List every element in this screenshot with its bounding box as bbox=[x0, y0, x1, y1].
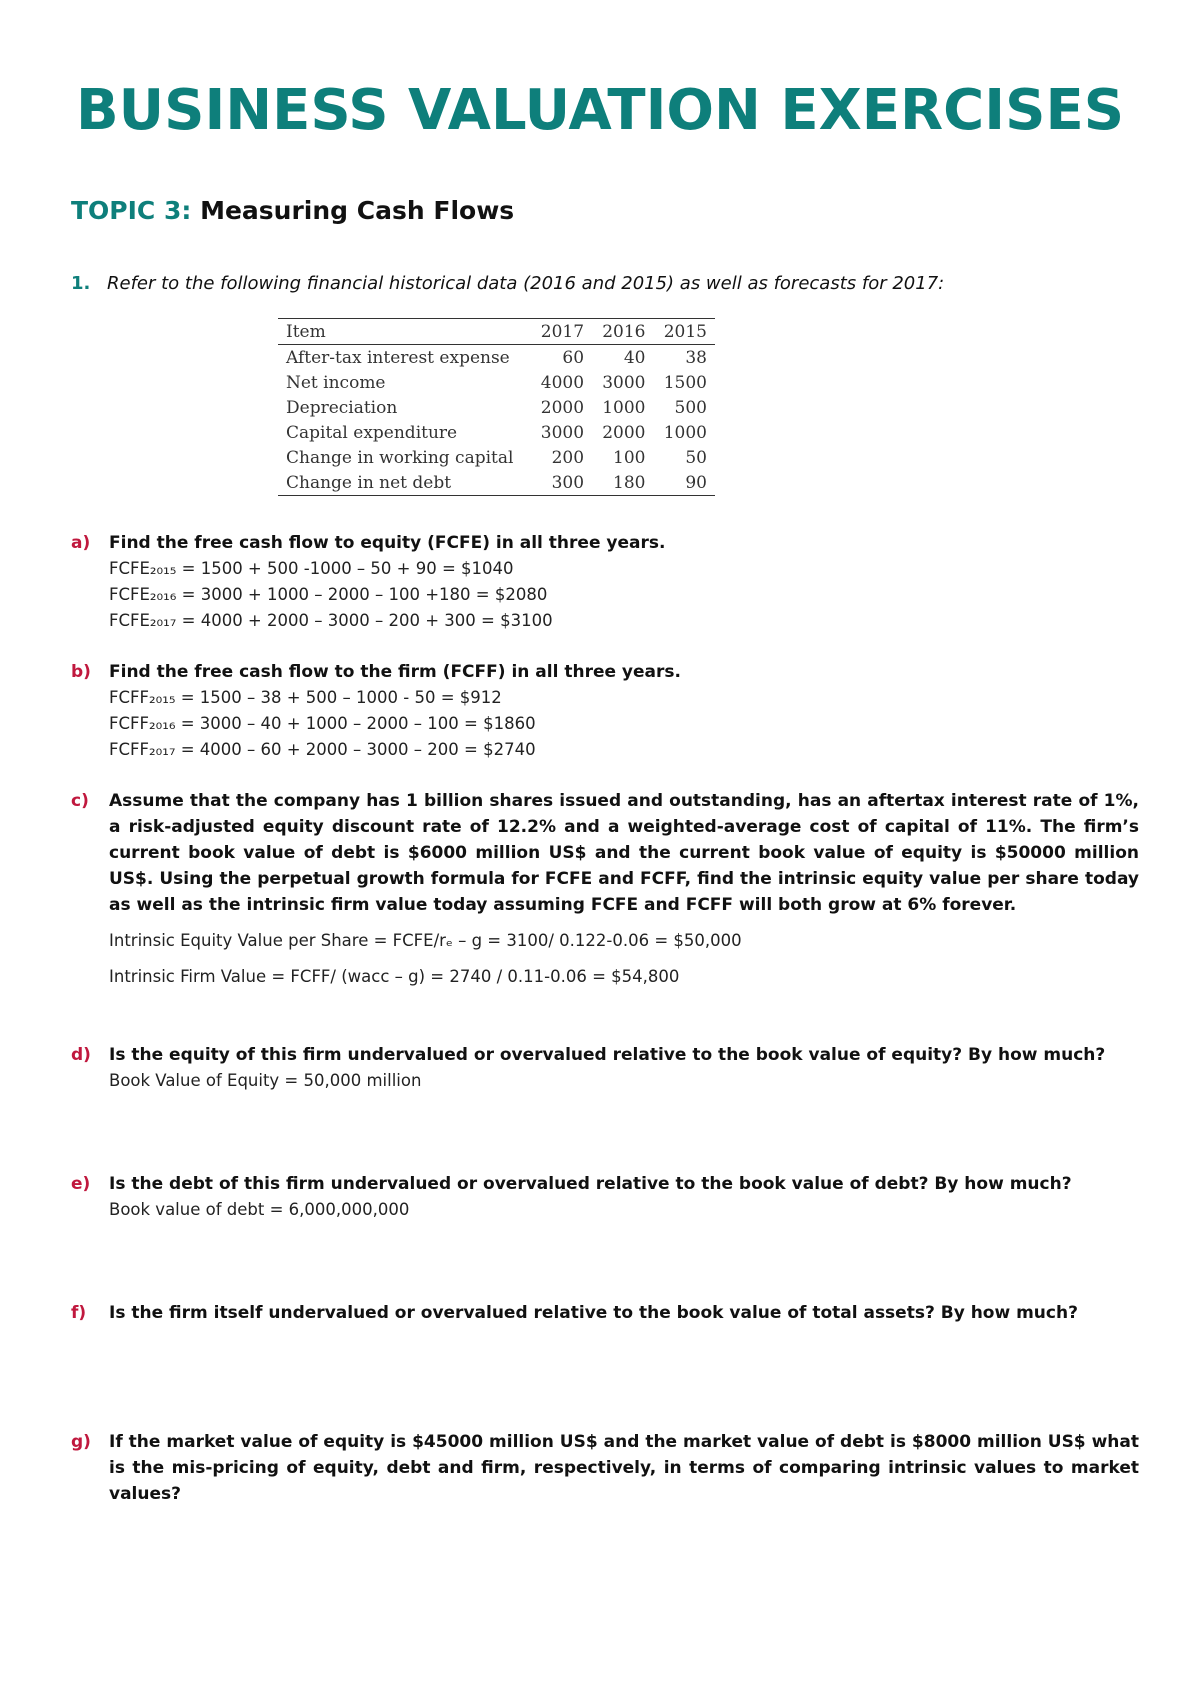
table-cell: 2000 bbox=[540, 397, 585, 418]
table-cell: Change in net debt bbox=[286, 472, 452, 493]
topic-name: Measuring Cash Flows bbox=[200, 196, 515, 225]
answer-line: FCFF₂₀₁₇ = 4000 – 60 + 2000 – 3000 – 200 = $2740 bbox=[109, 740, 536, 759]
table-cell: 3000 bbox=[602, 372, 646, 393]
table-cell: After-tax interest expense bbox=[286, 347, 510, 368]
table-cell: 38 bbox=[685, 347, 707, 368]
answer-line: FCFE₂₀₁₇ = 4000 + 2000 – 3000 – 200 + 300 = $3100 bbox=[109, 611, 553, 630]
table-cell: 1500 bbox=[663, 372, 707, 393]
part-d bbox=[71, 1042, 1139, 1094]
table-cell: Net income bbox=[286, 372, 386, 393]
part-e bbox=[71, 1171, 1139, 1223]
table-cell: 1000 bbox=[663, 422, 707, 443]
table-cell: Capital expenditure bbox=[286, 422, 458, 443]
table-header-row bbox=[278, 319, 715, 345]
column-header: 2017 bbox=[540, 321, 585, 342]
part-c bbox=[71, 788, 1139, 990]
part-f bbox=[71, 1300, 1139, 1326]
part-letter: a) bbox=[71, 533, 91, 553]
answer-line: FCFF₂₀₁₆ = 3000 – 40 + 1000 – 2000 – 100 = $1860 bbox=[109, 714, 536, 733]
answer-line: Book Value of Equity = 50,000 million bbox=[109, 1071, 422, 1090]
answer-line: Book value of debt = 6,000,000,000 bbox=[109, 1200, 410, 1219]
table-cell: 500 bbox=[674, 397, 707, 418]
part-letter: c) bbox=[71, 791, 89, 811]
part-a bbox=[71, 530, 1139, 634]
question-number: 1. bbox=[71, 273, 91, 294]
column-header: Item bbox=[286, 321, 326, 342]
answer-line: FCFE₂₀₁₆ = 3000 + 1000 – 2000 – 100 +180 = $2080 bbox=[109, 585, 548, 604]
answer-line: FCFF₂₀₁₅ = 1500 – 38 + 500 – 1000 - 50 = $912 bbox=[109, 688, 502, 707]
answer-line: Intrinsic Equity Value per Share = FCFE/rₑ – g = 3100/ 0.122-0.06 = $50,000 bbox=[109, 931, 742, 950]
table-cell: 100 bbox=[613, 447, 646, 468]
table-row bbox=[278, 420, 715, 445]
part-letter: e) bbox=[71, 1174, 91, 1194]
table-row bbox=[278, 395, 715, 420]
part-question: Assume that the company has 1 billion shares issued and outstanding, has an aftertax interest rate of 1%, a risk-adjusted equity discount rate of 12.2% and a weighted-average cost of capital of 11%. The firm’s current book value of debt is $6000 million US$ and the current book value of equity is $50000 million US$. Using the perpetual growth formula for FCFE and FCFF, find the intrinsic equity value per share today as well as the intrinsic firm value today assuming FCFE and FCFF will both grow at 6% forever. bbox=[109, 791, 1139, 915]
table-cell: Change in working capital bbox=[286, 447, 514, 468]
table-cell: Depreciation bbox=[286, 397, 398, 418]
part-question: Is the equity of this firm undervalued or overvalued relative to the book value of equity? By how much? bbox=[109, 1045, 1106, 1065]
part-letter: f) bbox=[71, 1303, 87, 1323]
table-cell: 300 bbox=[551, 472, 585, 493]
column-header: 2015 bbox=[663, 321, 707, 342]
table-row bbox=[278, 345, 715, 371]
topic-heading bbox=[71, 196, 514, 225]
table-cell: 40 bbox=[623, 347, 646, 368]
financial-data-table bbox=[278, 318, 715, 496]
part-letter: d) bbox=[71, 1045, 91, 1065]
part-letter: b) bbox=[71, 662, 91, 682]
table-cell: 1000 bbox=[602, 397, 646, 418]
table-cell: 200 bbox=[551, 447, 585, 468]
table-row bbox=[278, 445, 715, 470]
question-1 bbox=[71, 273, 944, 294]
part-letter: g) bbox=[71, 1432, 91, 1452]
part-question: Find the free cash flow to equity (FCFE) in all three years. bbox=[109, 533, 666, 553]
part-question: Is the debt of this firm undervalued or overvalued relative to the book value of debt? By how much? bbox=[109, 1174, 1072, 1194]
answer-line: Intrinsic Firm Value = FCFF/ (wacc – g) = 2740 / 0.11-0.06 = $54,800 bbox=[109, 967, 680, 986]
answer-line: FCFE₂₀₁₅ = 1500 + 500 -1000 – 50 + 90 = $1040 bbox=[109, 559, 514, 578]
table-row bbox=[278, 470, 715, 496]
part-question: Find the free cash flow to the firm (FCFF) in all three years. bbox=[109, 662, 681, 682]
part-question: If the market value of equity is $45000 million US$ and the market value of debt is $8000 million US$ what is the mis-pricing of equity, debt and firm, respectively, in terms of comparing intrinsic values to market values? bbox=[109, 1432, 1139, 1504]
question-text: Refer to the following financial historical data (2016 and 2015) as well as forecasts for 2017: bbox=[107, 273, 945, 294]
topic-label: TOPIC 3: bbox=[71, 196, 192, 225]
part-b bbox=[71, 659, 1139, 763]
table-cell: 60 bbox=[562, 347, 585, 368]
column-header: 2016 bbox=[602, 321, 646, 342]
part-question: Is the firm itself undervalued or overvalued relative to the book value of total assets? By how much? bbox=[109, 1303, 1078, 1323]
table-cell: 180 bbox=[613, 472, 646, 493]
part-g bbox=[71, 1429, 1139, 1507]
table-cell: 2000 bbox=[602, 422, 646, 443]
table-row bbox=[278, 370, 715, 395]
document-title: BUSINESS VALUATION EXERCISES bbox=[75, 78, 1125, 143]
table-cell: 50 bbox=[685, 447, 707, 468]
table-cell: 90 bbox=[685, 472, 707, 493]
table-cell: 3000 bbox=[540, 422, 585, 443]
table-cell: 4000 bbox=[540, 372, 585, 393]
